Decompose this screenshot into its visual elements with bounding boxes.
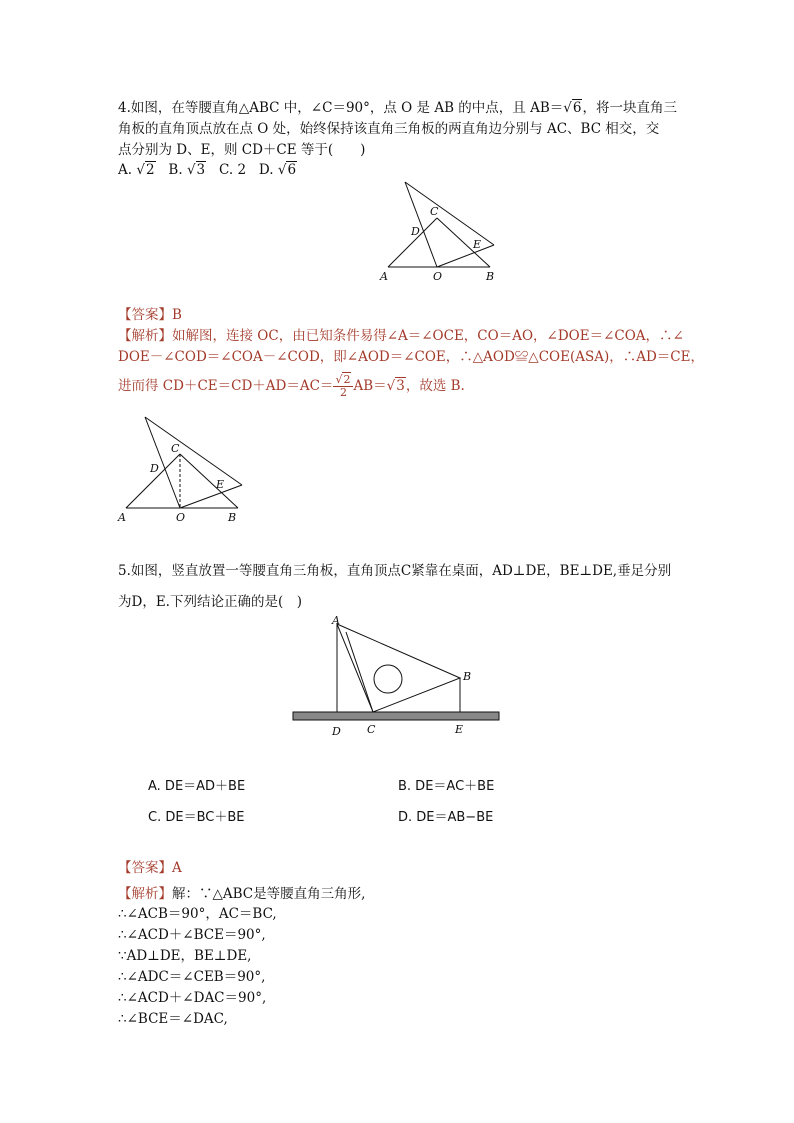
- svg-text:C: C: [171, 442, 180, 455]
- q4-analysis2: DOE－∠COD＝∠COA－∠COD，即∠AOD＝∠COE，∴△AOD≌△COE(ASA)，∴AD＝CE，: [118, 349, 704, 365]
- seg-triangle-leg2: [437, 245, 494, 267]
- q5-option-c: C. DE＝BC＋BE: [148, 810, 245, 825]
- q5-step-2: ∴∠ACD＋∠BCE＝90°,: [118, 927, 266, 943]
- q5-option-d: D. DE＝AB−BE: [398, 810, 494, 825]
- svg-text:E: E: [216, 478, 225, 491]
- sqrt-6: √6: [563, 100, 582, 116]
- svg-text:D: D: [411, 225, 420, 238]
- fraction-sqrt2-over-2: $\frac{√2}{2}$: [333, 374, 353, 399]
- triangle-ABC: [337, 624, 460, 712]
- q5-step-5: ∴∠ACD＋∠DAC＝90°,: [118, 990, 267, 1006]
- seg-triangle-leg1: [405, 182, 437, 267]
- svg-text:O: O: [433, 270, 443, 283]
- q4-line3: 点分别为 D、E，则 CD＋CE 等于( ): [118, 142, 366, 158]
- q5-option-a: A. DE＝AD＋BE: [148, 779, 246, 794]
- q5-step-6: ∴∠BCE＝∠DAC,: [118, 1011, 228, 1027]
- q4-line1: 4.如图，在等腰直角△ABC 中，∠C＝90°，点 O 是 AB 的中点，且 AB＝√6，将一块直角三: [118, 100, 677, 116]
- svg-text:B: B: [228, 511, 237, 524]
- svg-text:A: A: [332, 614, 340, 627]
- q5-option-b: B. DE＝AC＋BE: [398, 779, 495, 794]
- svg-text:B: B: [486, 270, 495, 283]
- q4-analysis3: 进而得 CD＋CE＝CD＋AD＝AC＝ $\frac{√2}{2}$ AB＝√3，故选 B.: [118, 373, 465, 399]
- svg-text:D: D: [150, 462, 159, 475]
- table-surface: [293, 712, 499, 720]
- svg-text:O: O: [176, 511, 186, 524]
- q5-line1: 5.如图，竖直放置一等腰直角三角板，直角顶点C紧靠在桌面，AD⊥DE，BE⊥DE,垂足分别: [118, 563, 672, 579]
- svg-text:D: D: [332, 725, 341, 738]
- svg-text:E: E: [473, 238, 482, 251]
- q5-step-0: 【解析】解：∵△ABC是等腰直角三角形,: [118, 886, 366, 902]
- svg-text:A: A: [118, 511, 126, 524]
- svg-text:C: C: [430, 205, 439, 218]
- q5-figure: [290, 612, 504, 740]
- svg-text:E: E: [455, 723, 464, 736]
- q5-answer: 【答案】A: [118, 860, 182, 876]
- q4-answer: 【答案】B: [118, 307, 182, 323]
- q5-step-3: ∵AD⊥DE，BE⊥DE,: [118, 948, 252, 964]
- svg-text:A: A: [380, 270, 388, 283]
- seg-CB: [437, 218, 490, 267]
- svg-text:C: C: [367, 723, 376, 736]
- q4-figure: [378, 176, 508, 288]
- q4-analysis1: 【解析】如解图，连接 OC，由已知条件易得∠A＝∠OCE，CO＝AO，∠DOE＝∠COA，∴∠: [118, 328, 684, 344]
- q4-solution-figure: [116, 410, 256, 526]
- q4-options: A. √2 B. √3 C. 2 D. √6: [118, 162, 297, 178]
- q5-step-1: ∴∠ACB＝90°，AC＝BC,: [118, 906, 277, 922]
- q5-line2: 为D，E.下列结论正确的是( ): [118, 594, 303, 610]
- q5-step-4: ∴∠ADC＝∠CEB＝90°,: [118, 969, 266, 985]
- q4-line2: 角板的直角顶点放在点 O 处，始终保持该直角三角板的两直角边分别与 AC、BC 相交，交: [118, 121, 660, 137]
- svg-text:B: B: [463, 670, 472, 683]
